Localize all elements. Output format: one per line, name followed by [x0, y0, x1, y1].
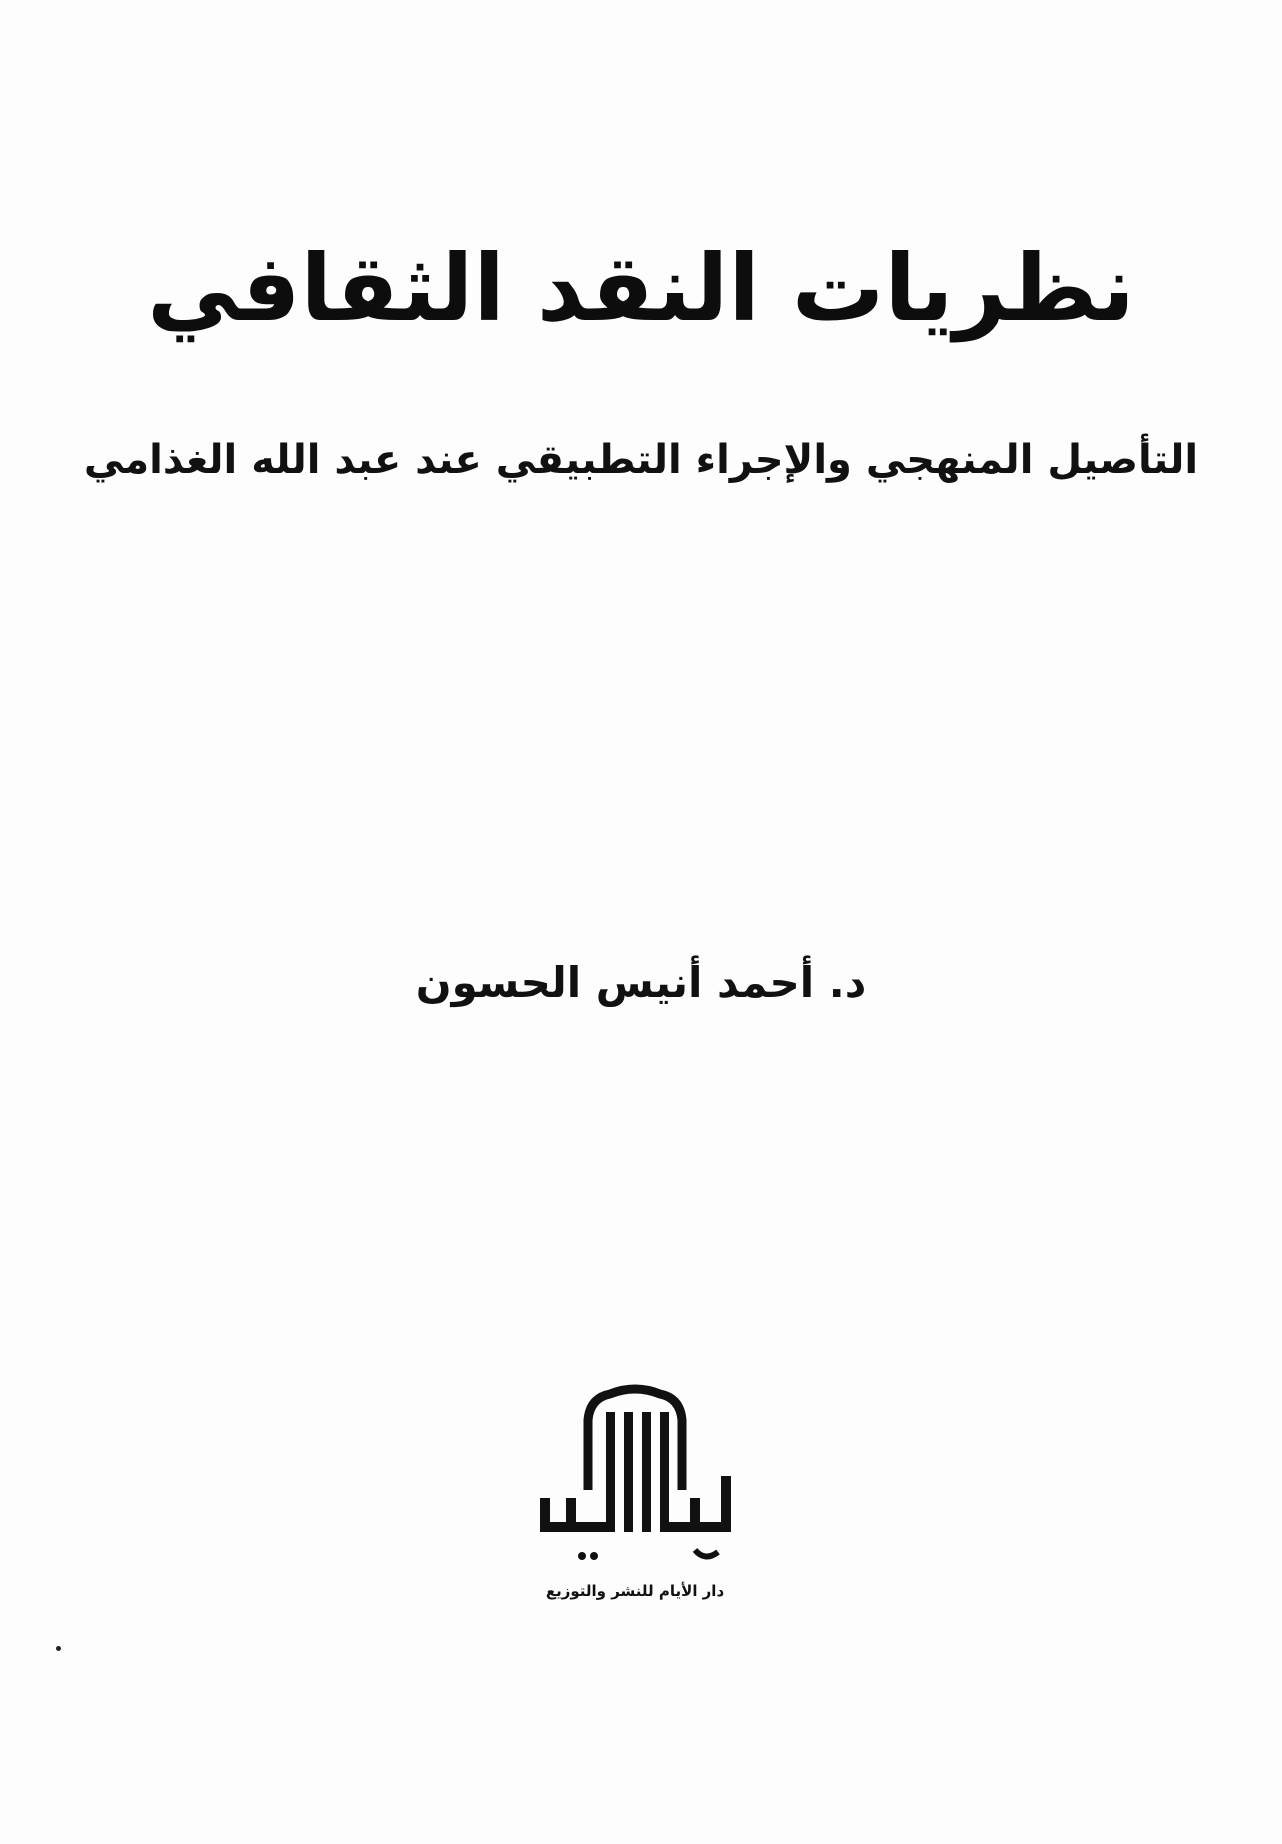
book-title: نظريات النقد الثقافي [147, 235, 1135, 342]
book-subtitle: التأصيل المنهجي والإجراء التطبيقي عند عبد الله الغذامي [83, 437, 1199, 483]
scan-speck [56, 1646, 61, 1651]
author-name: د. أحمد أنيس الحسون [415, 958, 867, 1007]
publisher-logo-icon [530, 1380, 740, 1580]
publisher-caption: دار الأيام للنشر والتوزيع [545, 1582, 725, 1600]
